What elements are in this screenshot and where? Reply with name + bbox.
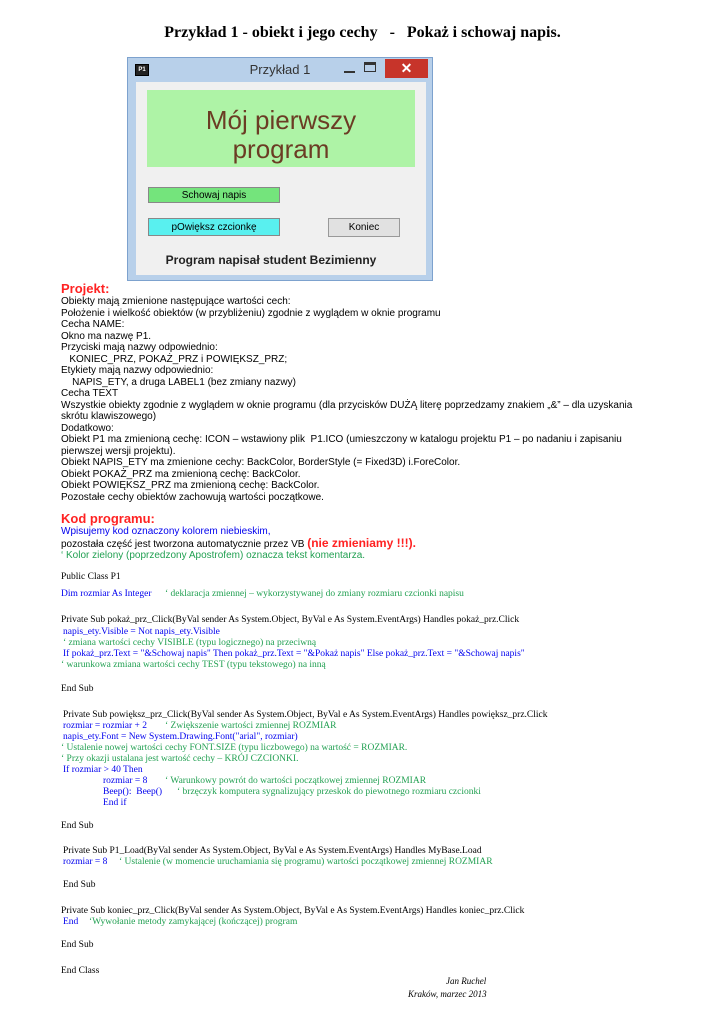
minimize-icon[interactable] — [340, 63, 360, 77]
projekt-heading: Projekt: — [61, 281, 110, 296]
program-window — [127, 57, 433, 281]
author-label: Program napisał student Bezimienny — [165, 253, 377, 267]
kod-intro — [61, 526, 661, 562]
maximize-icon[interactable] — [364, 62, 376, 72]
kod-warning: (nie zmieniamy !!!). — [307, 535, 416, 550]
code-comment: ‘ Zwiększenie wartości zmiennej ROZMIAR — [165, 721, 337, 731]
projekt-line: Dodatkowo: — [61, 422, 114, 434]
code-line: If pokaż_prz.Text = "&Schowaj napis" Then pokaż_prz.Text = "&Pokaż napis" Else pokaż_prz.Text = "&Schowaj napis" — [63, 649, 525, 659]
window-client-area — [136, 82, 426, 275]
code-line: napis_ety.Font = New System.Drawing.Font("arial", rozmiar) — [63, 732, 298, 742]
projekt-line: Cecha TEXT — [61, 388, 119, 399]
app-icon: P1 — [135, 64, 149, 76]
code-comment: ‘ warunkowa zmiana wartości cechy TEST (typu tekstowego) na inną — [61, 660, 326, 670]
code-line: Beep(): Beep() — [103, 787, 163, 797]
projekt-line: Cecha NAME: — [61, 319, 125, 330]
projekt-line: NAPIS_ETY, a druga LABEL1 (bez zmiany nazwy) — [61, 376, 296, 388]
kod-intro-text: pozostała część jest tworzona automatycznie przez VB — [61, 538, 308, 550]
schowaj-napis-button[interactable]: Schowaj napis — [148, 187, 280, 203]
kod-intro-line — [61, 535, 661, 551]
projekt-line: Obiekt NAPIS_ETY ma zmienione cechy: BackColor, BorderStyle (= Fixed3D) i.ForeColor. — [61, 457, 461, 468]
code-comment: ‘Wywołanie metody zamykającej (kończącej) program — [89, 917, 298, 927]
projekt-line: Przyciski mają nazwy odpowiednio: — [61, 342, 218, 353]
code-line: End Sub — [63, 880, 96, 890]
code-line: Dim rozmiar As Integer — [61, 589, 152, 599]
code-comment: ‘ Przy okazji ustalana jest wartość cechy – KRÓJ CZCIONKI. — [61, 754, 299, 764]
koniec-button[interactable]: Koniec — [328, 218, 400, 237]
napis-line-1: Mój pierwszy — [205, 105, 357, 135]
code-comment: ‘ brzęczyk komputera sygnalizujący przeskok do piewotnego rozmiaru czcionki — [177, 787, 481, 797]
projekt-line: Obiekty mają zmienione następujące wartości cech: — [61, 296, 291, 307]
kod-intro-line: Wpisujemy kod oznaczony kolorem niebieskim, — [61, 526, 271, 537]
code-line: napis_ety.Visible = Not napis_ety.Visible — [63, 627, 220, 637]
code-line: End Sub — [61, 940, 94, 950]
place-date: Kraków, marzec 2013 — [408, 989, 487, 999]
code-line: rozmiar = rozmiar + 2 — [63, 721, 148, 731]
code-comment: ‘ Warunkowy powrót do wartości początkowej zmiennej ROZMIAR — [165, 776, 427, 786]
code-line: Private Sub koniec_prz_Click(ByVal sender As System.Object, ByVal e As System.EventArgs) Handles koniec_prz.Click — [61, 906, 525, 916]
kod-heading: Kod programu: — [61, 511, 155, 526]
projekt-line: Pozostałe cechy obiektów zachowują wartości początkowe. — [61, 491, 324, 503]
page-title: Przykład 1 - obiekt i jego cechy - Pokaż i schowaj napis. — [164, 24, 561, 41]
code-comment: ‘ zmiana wartości cechy VISIBLE (typu logicznego) na przeciwną — [63, 638, 317, 648]
code-line: End Class — [61, 966, 100, 976]
code-comment: ‘ Ustalenie (w momencie uruchamiania się programu) wartości początkowej zmiennej ROZMIAR — [119, 857, 493, 867]
code-line: Private Sub powiększ_prz_Click(ByVal sender As System.Object, ByVal e As System.EventArgs) Handles powiększ_prz.Click — [63, 710, 548, 720]
projekt-line: Położenie i wielkość obiektów (w przybliżeniu) zgodnie z wyglądem w oknie programu — [61, 307, 441, 319]
code-comment: ‘ Ustalenie nowej wartości cechy FONT.SIZE (typu liczbowego) na wartość = ROZMIAR. — [61, 743, 408, 753]
projekt-line: Obiekt P1 ma zmienioną cechę: ICON – wstawiony plik P1.ICO (umieszczony w katalogu projektu P1 – po nadaniu i zapisaniu pierwszej wersji projektu). — [61, 434, 625, 457]
author-name: Jan Ruchel — [446, 976, 487, 986]
projekt-line: Okno ma nazwę P1. — [61, 330, 152, 342]
projekt-body — [61, 296, 661, 503]
code-line: rozmiar = 8 — [103, 776, 148, 786]
code-comment: ‘ deklaracja zmiennej – wykorzystywanej do zmiany rozmiaru czcionki napisu — [165, 589, 464, 599]
code-line: End — [63, 917, 79, 927]
napis-label — [147, 90, 415, 167]
powieksz-czcionke-button[interactable]: pOwiększ czcionkę — [148, 218, 280, 236]
code-line: End Sub — [61, 684, 94, 694]
projekt-line: Obiekt POWIĘKSZ_PRZ ma zmienioną cechę: BackColor. — [61, 480, 320, 491]
projekt-line: Obiekt POKAŻ_PRZ ma zmienioną cechę: BackColor. — [61, 468, 301, 480]
code-line: rozmiar = 8 — [63, 857, 108, 867]
projekt-line: Wszystkie obiekty zgodnie z wyglądem w oknie programu (dla przycisków DUŻĄ literę poprzedzamy znakiem „&” – dla uzyskania skrótu klawiszowego) — [61, 399, 636, 422]
projekt-line: KONIEC_PRZ, POKAŻ_PRZ i POWIĘKSZ_PRZ; — [61, 353, 288, 365]
window-title: Przykład 1 — [249, 62, 311, 77]
projekt-line: Etykiety mają nazwy odpowiednio: — [61, 365, 214, 376]
napis-line-2: program — [232, 134, 330, 164]
close-icon[interactable]: ✕ — [385, 59, 428, 78]
code-line: End Sub — [61, 821, 94, 831]
code-line: Private Sub P1_Load(ByVal sender As System.Object, ByVal e As System.EventArgs) Handles MyBase.Load — [63, 846, 482, 856]
kod-intro-line: ‘ Kolor zielony (poprzedzony Apostrofem) oznacza tekst komentarza. — [61, 550, 366, 561]
code-line: If rozmiar > 40 Then — [63, 765, 143, 775]
window-titlebar — [128, 58, 432, 82]
code-line: Public Class P1 — [61, 572, 121, 582]
code-line: End if — [103, 798, 127, 808]
code-line: Private Sub pokaż_prz_Click(ByVal sender As System.Object, ByVal e As System.EventArgs) Handles pokaż_prz.Click — [61, 615, 520, 625]
